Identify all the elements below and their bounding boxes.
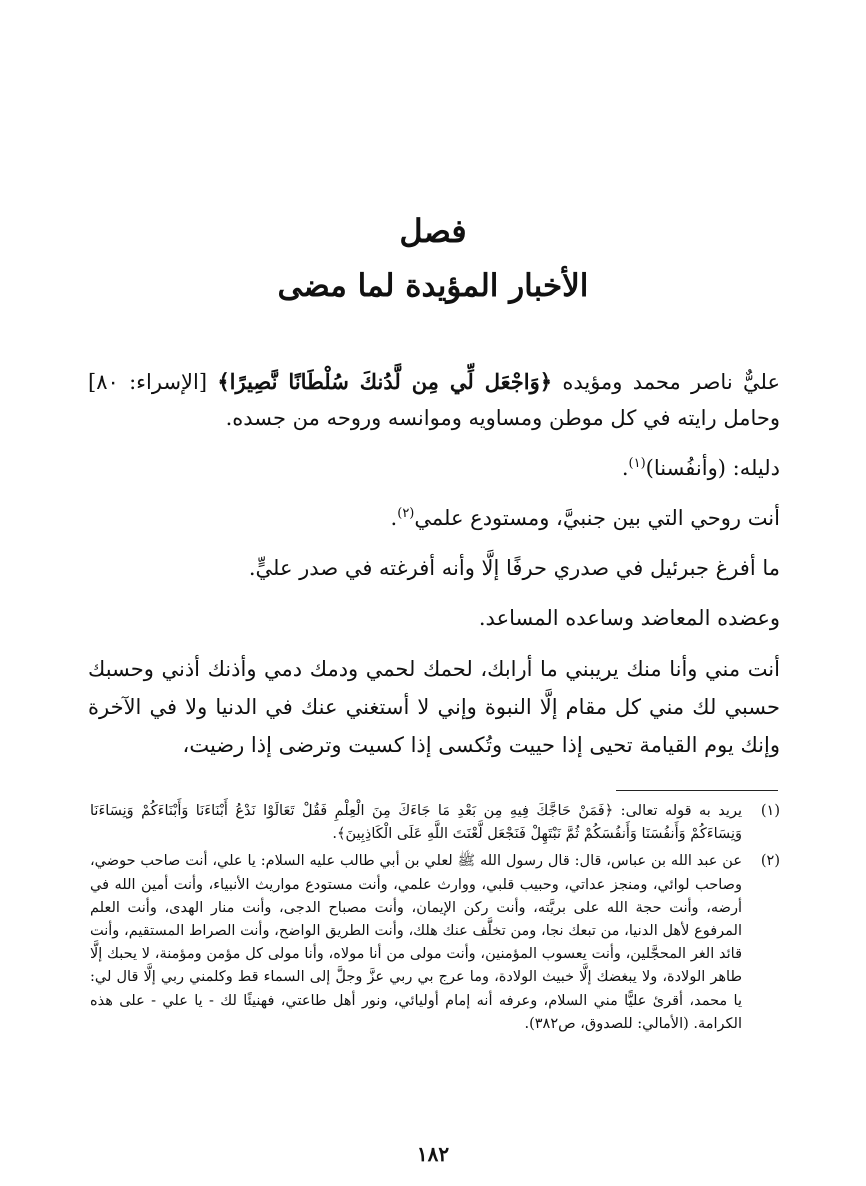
- footnote-ref-1[interactable]: (١): [628, 456, 646, 471]
- paragraph-6: أنت مني وأنا منك يريبني ما أرابك، لحمك لحمي ودمك دمي وأذنك أذني وحسبك حسبي لك مني كل مقام إلَّا النبوة وإني لا أستغني عنك في الدنيا ولا في الآخرة وإنك يوم القيامة تحيى إذا حييت وتُكسى إذا كسيت وترضى إذا رضيت،: [88, 657, 780, 757]
- footnote-2-number: (٢): [760, 853, 780, 870]
- paragraph-1-text: عليٌّ ناصر محمد ومؤيده: [552, 370, 780, 394]
- paragraph-3-text: أنت روحي التي بين جنبيَّ، ومستودع علمي: [414, 506, 780, 530]
- footnote-2: [90, 850, 780, 1036]
- main-text: [88, 364, 780, 764]
- section-subtitle: الأخبار المؤيدة لما مضى: [277, 268, 589, 304]
- paragraph-2-end: .: [621, 456, 629, 480]
- footnote-1: [90, 800, 780, 846]
- paragraph-1: [88, 364, 780, 436]
- paragraph-4: ما أفرغ جبرئيل في صدري حرفًا إلَّا وأنه أفرغته في صدر عليٍّ.: [248, 556, 780, 580]
- footnote-1-number: (١): [760, 803, 780, 819]
- quran-reference: [الإسراء: ٨٠]: [88, 370, 218, 394]
- paragraph-2-text: دليله: (وأنفُسنا): [645, 456, 780, 480]
- footnotes: [90, 800, 780, 1040]
- section-title: فصل: [399, 212, 467, 250]
- paragraph-2: [88, 450, 780, 486]
- page-number: ١٨٢: [416, 1142, 450, 1166]
- footnote-ref-2[interactable]: (٢): [397, 506, 415, 521]
- footnote-1-quran: ﴿فَمَنْ حَاجَّكَ فِيهِ مِن بَعْدِ مَا جَاءَكَ مِنَ الْعِلْمِ فَقُلْ تَعَالَوْا نَدْعُ أَبْنَاءَنَا وَأَبْنَاءَكُمْ وَنِسَاءَنَا وَنِسَاءَكُمْ وَأَنفُسَنَا وَأَنفُسَكُمْ ثُمَّ نَبْتَهِلْ فَنَجْعَل لَّعْنَتَ اللَّهِ عَلَى الْكَاذِبِينَ﴾: [90, 803, 742, 843]
- paragraph-3-end: .: [390, 506, 398, 530]
- paragraph-3: [88, 500, 780, 536]
- paragraph-5: وعضده المعاضد وساعده المساعد.: [478, 606, 780, 630]
- paragraph-1-continuation: وحامل رايته في كل موطن ومساويه وموانسه وروحه من جسده.: [225, 406, 780, 430]
- footnote-separator: [616, 790, 778, 791]
- quran-verse: ﴿وَاجْعَل لِّي مِن لَّدُنكَ سُلْطَانًا نَّصِيرًا﴾: [217, 369, 553, 394]
- footnote-1-intro: يريد به قوله تعالى:: [613, 803, 742, 819]
- footnote-2-text: عن عبد الله بن عباس، قال: قال رسول الله ﷺ لعلي بن أبي طالب عليه السلام: يا علي، أنت صاحب حوضي، وصاحب لوائي، ومنجز عداتي، وحبيب قلبي، ووارث علمي، وأنت مستودع مواريث الأنبياء، وأنت أمين الله في أرضه، وأنت حجة الله على بريَّته، وأنت ركن الإيمان، وأنت مصباح الدجى، وأنت منار الهدى، وأنت العلم المرفوع لأهل الدنيا، من تبعك نجا، ومن تخلَّف عنك هلك، وأنت الطريق الواضح، وأنت الصراط المستقيم، وأنت قائد الغر المحجَّلين، وأنت يعسوب المؤمنين، وأنت مولى من أنا مولاه، وأنا مولى كل مؤمن ومؤمنة، لا يحبك إلَّا طاهر الولادة، ولا يبغضك إلَّا خبيث الولادة، وما عرج بي ربي عزَّ وجلَّ إلى السماء قط وكلمني ربي إلَّا قال لي: يا محمد، أقرئ عليًّا مني السلام، وعرفه أنه إمام أوليائي، ونور أهل طاعتي، فهنيئًا لك - يا علي - على هذه الكرامة. (الأمالي: للصدوق، ص٣٨٢).: [90, 853, 742, 1032]
- footnote-1-end: .: [332, 826, 337, 843]
